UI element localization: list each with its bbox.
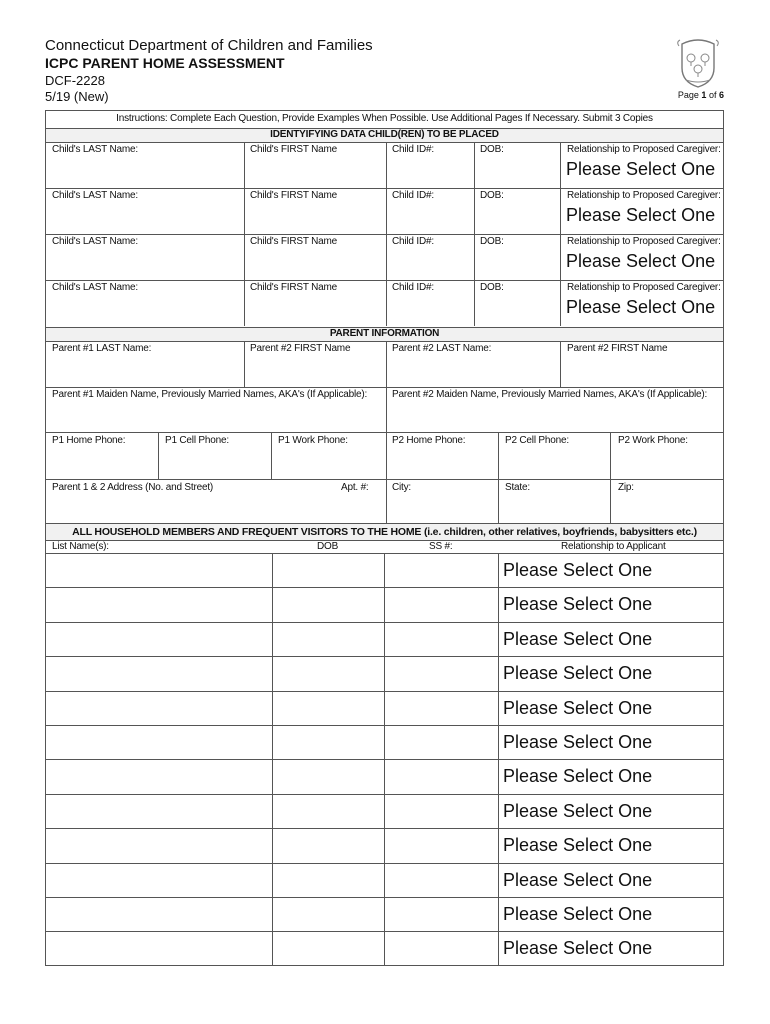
child-first-name-field[interactable] xyxy=(244,142,386,188)
city-label: City: xyxy=(392,482,412,493)
child-first-name-label: Child's FIRST Name xyxy=(250,236,338,247)
page-total: 6 xyxy=(718,90,724,100)
household-name-cell[interactable] xyxy=(45,656,272,690)
agency-name: Connecticut Department of Children and Families xyxy=(45,37,373,54)
child-last-name-field[interactable] xyxy=(45,234,244,280)
household-relationship-cell[interactable] xyxy=(498,725,724,759)
page-prefix: Page xyxy=(677,90,699,100)
child-first-name-label: Child's FIRST Name xyxy=(250,282,338,293)
household-col-names: List Name(s): xyxy=(52,541,109,552)
child-dob-label: DOB: xyxy=(480,190,504,201)
child-relationship-field[interactable] xyxy=(560,188,724,234)
household-name-cell[interactable] xyxy=(45,725,272,759)
household-ss-cell[interactable] xyxy=(384,691,498,725)
p2-work-phone-label: P2 Work Phone: xyxy=(618,435,688,446)
p2-last-name-field[interactable] xyxy=(386,341,560,387)
household-col-dob: DOB xyxy=(317,541,339,552)
child-dob-label: DOB: xyxy=(480,144,504,155)
household-name-cell[interactable] xyxy=(45,553,272,587)
relationship-select[interactable]: Please Select One xyxy=(566,297,716,317)
household-relationship-select[interactable]: Please Select One xyxy=(503,628,653,649)
address-label: Parent 1 & 2 Address (No. and Street) xyxy=(52,482,214,493)
household-col-relationship: Relationship to Applicant xyxy=(561,541,666,552)
household-dob-cell[interactable] xyxy=(272,725,384,759)
child-id-field[interactable] xyxy=(386,142,474,188)
household-name-cell[interactable] xyxy=(45,587,272,621)
child-relationship-label: Relationship to Proposed Caregiver: xyxy=(567,282,721,293)
relationship-select[interactable]: Please Select One xyxy=(566,251,716,271)
household-dob-cell[interactable] xyxy=(272,828,384,862)
p2-first-name-label: Parent #2 FIRST Name xyxy=(250,343,351,354)
page-current: 1 xyxy=(701,90,707,100)
form-code: DCF-2228 xyxy=(45,73,105,88)
household-relationship-select[interactable]: Please Select One xyxy=(503,560,653,580)
child-last-name-field[interactable] xyxy=(45,142,244,188)
child-id-label: Child ID#: xyxy=(392,144,434,155)
household-name-cell[interactable] xyxy=(45,759,272,793)
household-dob-cell[interactable] xyxy=(272,656,384,690)
p1-maiden-label: Parent #1 Maiden Name, Previously Married Names, AKA's (If Applicable): xyxy=(52,389,368,400)
p2-cell-phone-label: P2 Cell Phone: xyxy=(505,435,569,446)
child-id-label: Child ID#: xyxy=(392,282,434,293)
child-relationship-label: Relationship to Proposed Caregiver: xyxy=(567,236,721,247)
child-first-name-field[interactable] xyxy=(244,280,386,326)
p1-home-phone-label: P1 Home Phone: xyxy=(52,435,126,446)
household-dob-cell[interactable] xyxy=(272,759,384,793)
state-seal-icon xyxy=(676,38,720,88)
instructions: Instructions: Complete Each Question, Provide Examples When Possible. Use Additional Pages If Necessary. Submit 3 Copies xyxy=(116,113,653,124)
household-relationship-select[interactable]: Please Select One xyxy=(503,869,653,890)
state-label: State: xyxy=(505,482,530,493)
household-section-heading: ALL HOUSEHOLD MEMBERS AND FREQUENT VISITORS TO THE HOME (i.e. children, other relatives, boyfriends, babysitters etc.) xyxy=(72,526,697,538)
child-dob-field[interactable] xyxy=(474,234,560,280)
child-first-name-label: Child's FIRST Name xyxy=(250,190,338,201)
household-name-cell[interactable] xyxy=(45,794,272,828)
p2-first-name-field[interactable] xyxy=(244,341,386,387)
household-ss-cell[interactable] xyxy=(384,794,498,828)
household-dob-cell[interactable] xyxy=(272,622,384,656)
household-relationship-cell[interactable] xyxy=(498,931,724,965)
household-relationship-cell[interactable] xyxy=(498,553,724,587)
household-relationship-select[interactable]: Please Select One xyxy=(503,663,653,684)
child-last-name-field[interactable] xyxy=(45,188,244,234)
p1-last-name-field[interactable] xyxy=(45,341,244,387)
child-dob-field[interactable] xyxy=(474,280,560,326)
p2-home-phone-field[interactable] xyxy=(386,432,498,479)
child-id-label: Child ID#: xyxy=(392,190,434,201)
household-relationship-select[interactable]: Please Select One xyxy=(503,732,653,752)
page-of: of xyxy=(708,90,717,100)
child-id-field[interactable] xyxy=(386,188,474,234)
p2-first-name-field-2[interactable] xyxy=(560,341,724,387)
child-relationship-field[interactable] xyxy=(560,234,724,280)
page-indicator xyxy=(678,90,724,100)
household-relationship-cell[interactable] xyxy=(498,691,724,725)
p2-maiden-label: Parent #2 Maiden Name, Previously Married Names, AKA's (If Applicable): xyxy=(392,389,708,400)
p2-maiden-field[interactable] xyxy=(386,387,724,432)
apt-label: Apt. #: xyxy=(341,482,369,493)
parent-section-heading: PARENT INFORMATION xyxy=(329,328,440,339)
household-col-ss: SS #: xyxy=(429,541,453,552)
form-date: 5/19 (New) xyxy=(45,89,109,104)
state-field[interactable] xyxy=(498,479,610,523)
household-relationship-cell[interactable] xyxy=(498,794,724,828)
child-id-field[interactable] xyxy=(386,280,474,326)
household-relationship-cell[interactable] xyxy=(498,656,724,690)
household-dob-cell[interactable] xyxy=(272,931,384,965)
p2-first-name-label-2: Parent #2 FIRST Name xyxy=(567,343,668,354)
child-id-field[interactable] xyxy=(386,234,474,280)
household-dob-cell[interactable] xyxy=(272,587,384,621)
household-dob-cell[interactable] xyxy=(272,691,384,725)
household-dob-cell[interactable] xyxy=(272,553,384,587)
p2-work-phone-field[interactable] xyxy=(610,432,724,479)
child-dob-field[interactable] xyxy=(474,188,560,234)
household-ss-cell[interactable] xyxy=(384,931,498,965)
household-name-cell[interactable] xyxy=(45,863,272,897)
p2-cell-phone-field[interactable] xyxy=(498,432,610,479)
household-relationship-select[interactable]: Please Select One xyxy=(503,835,653,856)
child-last-name-label: Child's LAST Name: xyxy=(52,144,138,155)
household-name-cell[interactable] xyxy=(45,931,272,965)
p1-last-name-label: Parent #1 LAST Name: xyxy=(52,343,152,354)
child-section-heading: IDENTYIFYING DATA CHILD(REN) TO BE PLACED xyxy=(270,129,499,140)
child-first-name-field[interactable] xyxy=(244,188,386,234)
household-name-cell[interactable] xyxy=(45,691,272,725)
p1-work-phone-field[interactable] xyxy=(271,432,386,479)
child-dob-label: DOB: xyxy=(480,282,504,293)
household-name-cell[interactable] xyxy=(45,897,272,931)
child-relationship-field[interactable] xyxy=(560,280,724,326)
p1-work-phone-label: P1 Work Phone: xyxy=(278,435,348,446)
household-ss-cell[interactable] xyxy=(384,897,498,931)
household-relationship-select[interactable]: Please Select One xyxy=(503,938,653,959)
p1-home-phone-field[interactable] xyxy=(45,432,158,479)
household-dob-cell[interactable] xyxy=(272,897,384,931)
relationship-select[interactable]: Please Select One xyxy=(566,205,716,225)
child-last-name-field[interactable] xyxy=(45,280,244,326)
household-relationship-cell[interactable] xyxy=(498,622,724,656)
child-first-name-label: Child's FIRST Name xyxy=(250,144,338,155)
child-relationship-label: Relationship to Proposed Caregiver: xyxy=(567,190,721,201)
household-relationship-cell[interactable] xyxy=(498,828,724,862)
p1-cell-phone-field[interactable] xyxy=(158,432,271,479)
zip-field[interactable] xyxy=(610,479,724,523)
child-relationship-field[interactable] xyxy=(560,142,724,188)
child-relationship-label: Relationship to Proposed Caregiver: xyxy=(567,144,721,155)
child-first-name-field[interactable] xyxy=(244,234,386,280)
relationship-select[interactable]: Please Select One xyxy=(566,159,716,179)
child-last-name-label: Child's LAST Name: xyxy=(52,282,138,293)
household-dob-cell[interactable] xyxy=(272,794,384,828)
household-relationship-select[interactable]: Please Select One xyxy=(503,904,653,924)
child-id-label: Child ID#: xyxy=(392,236,434,247)
household-ss-cell[interactable] xyxy=(384,587,498,621)
household-ss-cell[interactable] xyxy=(384,553,498,587)
household-relationship-select[interactable]: Please Select One xyxy=(503,800,653,821)
address-field[interactable] xyxy=(45,479,386,523)
household-relationship-cell[interactable] xyxy=(498,587,724,621)
household-ss-cell[interactable] xyxy=(384,622,498,656)
household-name-cell[interactable] xyxy=(45,828,272,862)
household-ss-cell[interactable] xyxy=(384,656,498,690)
household-ss-cell[interactable] xyxy=(384,725,498,759)
household-name-cell[interactable] xyxy=(45,622,272,656)
household-relationship-cell[interactable] xyxy=(498,863,724,897)
household-relationship-select[interactable]: Please Select One xyxy=(503,594,653,615)
p2-home-phone-label: P2 Home Phone: xyxy=(392,435,466,446)
household-ss-cell[interactable] xyxy=(384,828,498,862)
household-ss-cell[interactable] xyxy=(384,759,498,793)
household-ss-cell[interactable] xyxy=(384,863,498,897)
child-dob-label: DOB: xyxy=(480,236,504,247)
child-dob-field[interactable] xyxy=(474,142,560,188)
household-dob-cell[interactable] xyxy=(272,863,384,897)
form-title: ICPC PARENT HOME ASSESSMENT xyxy=(45,55,285,71)
zip-label: Zip: xyxy=(618,482,634,493)
p2-last-name-label: Parent #2 LAST Name: xyxy=(392,343,492,354)
p1-maiden-field[interactable] xyxy=(45,387,386,432)
child-last-name-label: Child's LAST Name: xyxy=(52,236,138,247)
household-relationship-select[interactable]: Please Select One xyxy=(503,697,653,718)
household-relationship-cell[interactable] xyxy=(498,897,724,931)
household-relationship-cell[interactable] xyxy=(498,759,724,793)
city-field[interactable] xyxy=(386,479,498,523)
p1-cell-phone-label: P1 Cell Phone: xyxy=(165,435,229,446)
household-relationship-select[interactable]: Please Select One xyxy=(503,766,653,787)
child-last-name-label: Child's LAST Name: xyxy=(52,190,138,201)
